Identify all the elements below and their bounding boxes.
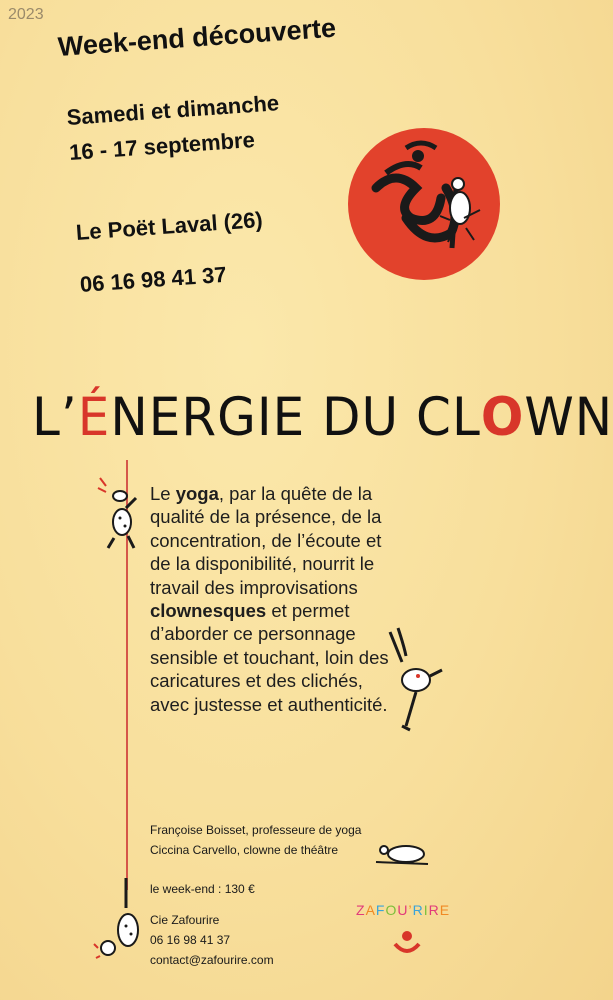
contact-block: [150, 910, 274, 970]
logo-letter: F: [375, 902, 386, 918]
logo-letter: U: [397, 902, 409, 918]
logo-letter: R: [428, 902, 440, 918]
logo-letter: A: [365, 902, 376, 918]
logo-letter: I: [423, 902, 429, 918]
logo-letter: E: [439, 902, 451, 918]
event-date-range: 16 - 17 septembre: [68, 127, 256, 166]
logo-letter: Z: [356, 902, 366, 918]
credit-clown: Ciccina Carvello, clowne de théâtre: [150, 843, 339, 857]
logo-letter: R: [412, 902, 424, 918]
title-part1: L’: [32, 386, 78, 448]
climbing-clown-illustration: [98, 478, 148, 558]
hanging-clown-illustration: [386, 626, 446, 736]
lying-clown-illustration: [374, 838, 434, 868]
desc-text-2: , par la quête de la qualité de la présence, de la concentration, de l’écoute et de la disponibilité, nourrit le travail des improvisations: [150, 483, 382, 598]
event-dates: [66, 85, 283, 170]
company-name: Cie Zafourire: [150, 913, 220, 927]
logo-smile-icon: [392, 928, 422, 958]
title-red-o: O: [480, 386, 525, 448]
main-title: [32, 386, 613, 448]
om-clown-illustration: [346, 128, 506, 288]
title-part3: WN: [524, 386, 613, 448]
bottom-clown-illustration: [94, 876, 154, 966]
logo-letter: ’: [408, 902, 413, 918]
zafourire-logo: [356, 902, 450, 918]
price: le week-end : 130 €: [150, 882, 255, 896]
desc-text-3: et permet d’aborder ce personnage sensible et touchant, loin des caricatures et des clichés, avec justesse et authenticité.: [150, 600, 389, 715]
contact-phone: 06 16 98 41 37: [150, 933, 231, 947]
contact-email: contact@zafourire.com: [150, 953, 274, 967]
event-phone: 06 16 98 41 37: [79, 261, 228, 297]
event-days: Samedi et dimanche: [65, 90, 280, 131]
logo-letter: O: [385, 902, 398, 918]
desc-bold-clownesques: clownesques: [150, 600, 267, 622]
desc-bold-yoga: yoga: [175, 483, 219, 504]
event-location: Le Poët Laval (26): [75, 206, 264, 245]
event-title: Week-end découverte: [56, 12, 337, 62]
credits: [150, 820, 361, 860]
description-text: [150, 482, 390, 716]
title-accent-letter: É: [77, 386, 111, 448]
desc-text-1: Le: [150, 483, 176, 504]
credit-yoga: Françoise Boisset, professeure de yoga: [150, 823, 362, 837]
year-label: 2023: [8, 6, 44, 23]
title-part2: NERGIE DU CL: [110, 386, 481, 448]
